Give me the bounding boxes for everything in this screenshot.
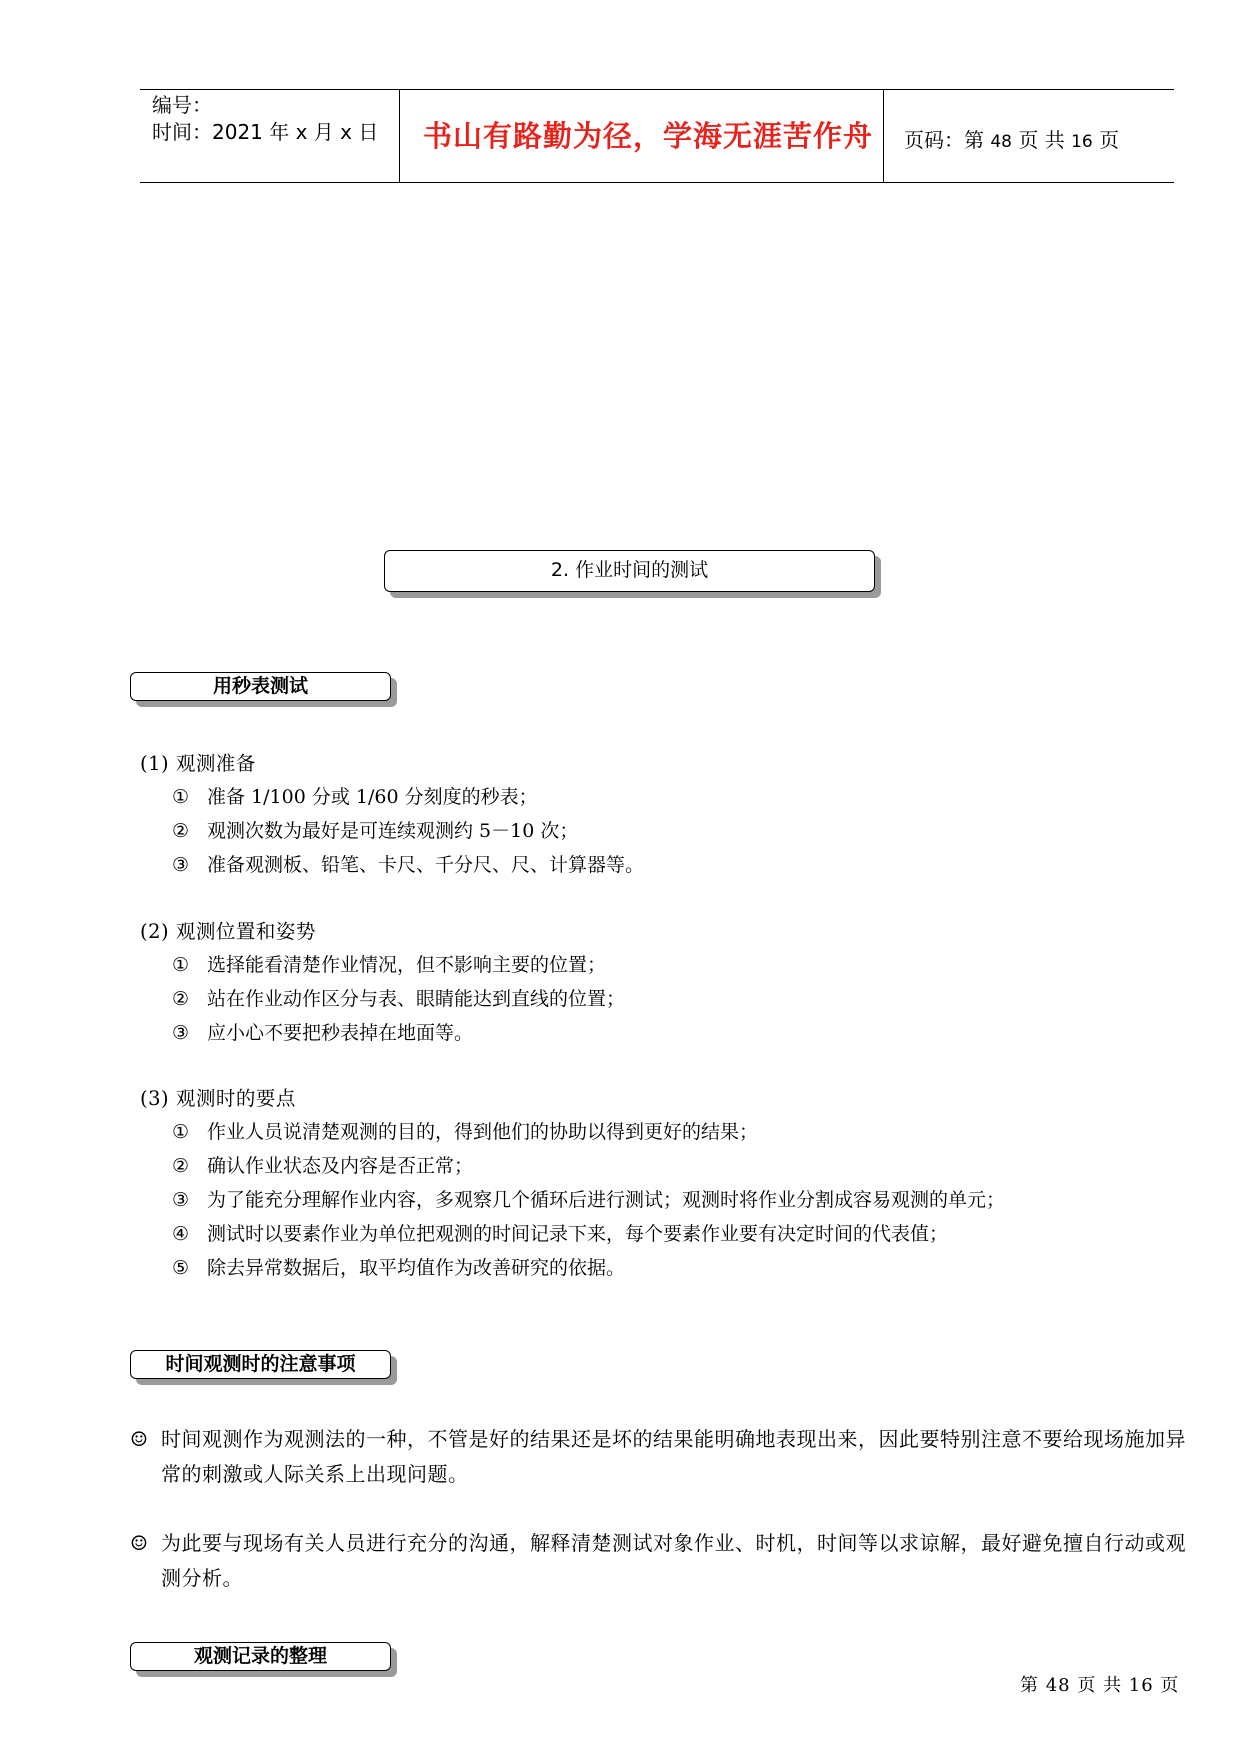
section-title-observation-notes: 时间观测时的注意事项 (130, 1350, 391, 1379)
header-page-suffix: 页 (1099, 128, 1120, 152)
list-item-text: 应小心不要把秒表掉在地面等。 (207, 1022, 474, 1044)
header-meta (152, 92, 378, 146)
list-item-text: 作业人员说清楚观测的目的，得到他们的协助以得到更好的结果； (207, 1121, 759, 1143)
header-page-current: 48 (990, 132, 1012, 152)
list-item (172, 950, 606, 977)
list-marker: ① (172, 786, 190, 808)
note-text: 时间观测作为观测法的一种，不管是好的结果还是坏的结果能明确地表现出来，因此要特别注意不要给现场施加异常的刺激或人际关系上出现问题。 (161, 1427, 1186, 1486)
list-item (172, 782, 538, 809)
header-page-total: 16 (1071, 132, 1093, 152)
header-motto: 书山有路勤为径，学海无涯苦作舟 (422, 119, 873, 153)
list-item-text: 观测次数为最好是可连续观测约 5－10 次； (207, 820, 579, 842)
group-heading: (3) 观测时的要点 (140, 1087, 296, 1110)
header-page-number (904, 124, 1119, 153)
header-top-rule (140, 89, 1174, 90)
list-marker: ③ (172, 1022, 190, 1044)
list-item (172, 1117, 758, 1144)
header-bottom-rule (140, 182, 1174, 183)
list-marker: ⑤ (172, 1257, 190, 1279)
note-paragraph (130, 1422, 1190, 1492)
note-text: 为此要与现场有关人员进行充分的沟通，解释清楚测试对象作业、时机，时间等以求谅解，最好避免擅自行动或观测分析。 (161, 1531, 1186, 1590)
list-marker: ② (172, 988, 190, 1010)
smiley-icon: ☺ (130, 1531, 149, 1555)
header-divider-left (399, 89, 400, 183)
list-marker: ③ (172, 854, 190, 876)
smiley-icon: ☺ (130, 1427, 149, 1451)
group-heading: (2) 观测位置和姿势 (140, 920, 316, 943)
header-time-label: 时间：2021 年 x 月 x 日 (152, 120, 379, 144)
list-item (172, 1185, 1005, 1212)
list-item (172, 1253, 625, 1280)
list-item-text: 准备观测板、铅笔、卡尺、千分尺、尺、计算器等。 (207, 854, 645, 876)
page-footer: 第 48 页 共 16 页 (1020, 1675, 1180, 1696)
list-item-text: 除去异常数据后，取平均值作为改善研究的依据。 (207, 1257, 626, 1279)
note-paragraph (130, 1526, 1190, 1596)
header-number-label: 编号： (152, 93, 212, 117)
list-item-text: 站在作业动作区分与表、眼睛能达到直线的位置； (207, 988, 626, 1010)
list-marker: ③ (172, 1189, 190, 1211)
list-item (172, 1151, 473, 1178)
list-marker: ② (172, 820, 190, 842)
list-item-text: 为了能充分理解作业内容，多观察几个循环后进行测试；观测时将作业分割成容易观测的单元； (207, 1189, 1006, 1211)
list-item (172, 984, 625, 1011)
list-marker: ② (172, 1155, 190, 1177)
header-page-mid: 页 共 (1018, 128, 1065, 152)
list-marker: ① (172, 954, 190, 976)
list-item-text: 确认作业状态及内容是否正常； (207, 1155, 474, 1177)
list-item (172, 1219, 948, 1246)
list-item-text: 测试时以要素作业为单位把观测的时间记录下来，每个要素作业要有决定时间的代表值； (207, 1223, 949, 1245)
section-title-record-organization: 观测记录的整理 (130, 1642, 391, 1671)
list-item (172, 850, 644, 877)
main-title: 2. 作业时间的测试 (384, 550, 875, 592)
list-item-text: 选择能看清楚作业情况，但不影响主要的位置； (207, 954, 607, 976)
list-item (172, 1018, 473, 1045)
header-page-prefix: 页码：第 (904, 128, 984, 152)
list-marker: ④ (172, 1223, 190, 1245)
list-item-text: 准备 1/100 分或 1/60 分刻度的秒表； (207, 786, 538, 808)
section-title-stopwatch: 用秒表测试 (130, 672, 391, 701)
group-heading: (1) 观测准备 (140, 752, 256, 775)
list-item (172, 816, 578, 843)
list-marker: ① (172, 1121, 190, 1143)
